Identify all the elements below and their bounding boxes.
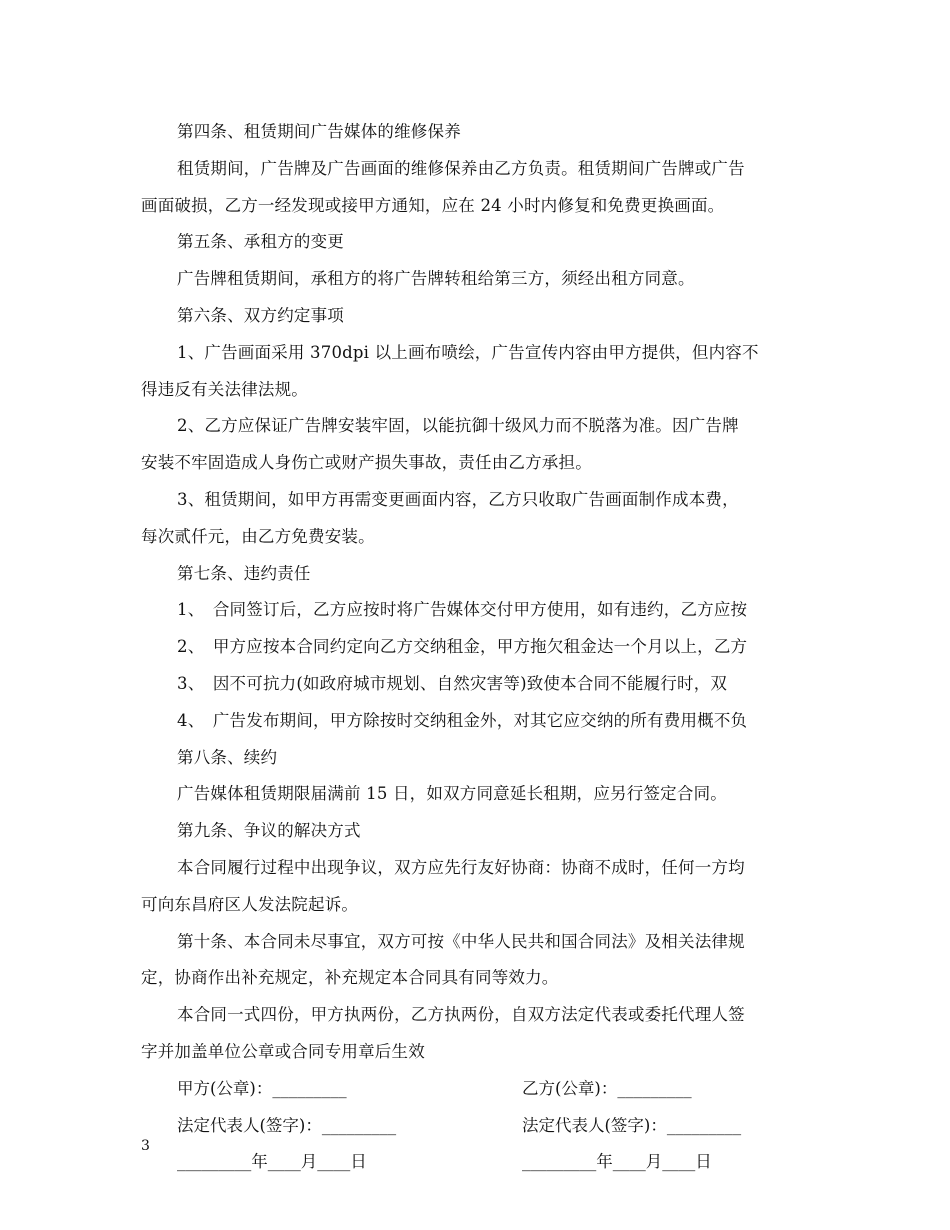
list-item: 1、 合同签订后，乙方应按时将广告媒体交付甲方使用，如有违约，乙方应按	[177, 600, 748, 620]
paragraph-line: 租赁期间，广告牌及广告画面的维修保养由乙方负责。租赁期间广告牌或广告	[177, 158, 745, 178]
list-item: 2、 甲方应按本合同约定向乙方交纳租金，甲方拖欠租金达一个月以上，乙方	[177, 637, 748, 657]
paragraph-line: 本合同履行过程中出现争议，双方应先行友好协商：协商不成时，任何一方均	[177, 857, 745, 877]
list-item: 4、 广告发布期间，甲方除按时交纳租金外，对其它应交纳的所有费用概不负	[177, 710, 748, 730]
paragraph-line: 2、乙方应保证广告牌安装牢固，以能抗御十级风力而不脱落为准。因广告牌	[177, 416, 739, 436]
page-number: 3	[141, 1138, 150, 1154]
article-8-heading: 第八条、续约	[177, 747, 278, 767]
article-9-heading: 第九条、争议的解决方式	[177, 821, 361, 841]
party-b-date-field: _________年____月____日	[522, 1152, 712, 1172]
paragraph-line: 本合同一式四份，甲方执两份，乙方执两份，自双方法定代表或委托代理人签	[177, 1005, 745, 1025]
paragraph-line: 3、租赁期间，如甲方再需变更画面内容，乙方只收取广告画面制作成本费，	[177, 489, 739, 509]
paragraph-line: 1、广告画面采用 370dpi 以上画布喷绘，广告宣传内容由甲方提供，但内容不	[177, 342, 759, 362]
article-6-heading: 第六条、双方约定事项	[177, 305, 344, 325]
paragraph-line: 可向东昌府区人发法院起诉。	[141, 894, 359, 914]
document-body	[141, 114, 813, 1181]
party-a-representative-field: 法定代表人(签字)：_________	[177, 1115, 397, 1135]
list-item: 3、 因不可抗力(如政府城市规划、自然灾害等)致使本合同不能履行时，双	[177, 673, 728, 693]
signature-date-row	[141, 1144, 813, 1181]
paragraph-line: 字并加盖单位公章或合同专用章后生效	[141, 1041, 425, 1061]
party-a-date-field: _________年____月____日	[177, 1152, 367, 1172]
paragraph-line: 每次贰仟元，由乙方免费安装。	[141, 526, 375, 546]
paragraph-line: 得违反有关法律法规。	[141, 379, 308, 399]
party-b-representative-field: 法定代表人(签字)：_________	[522, 1115, 742, 1135]
party-a-seal-field: 甲方(公章)：_________	[177, 1078, 347, 1098]
paragraph-line: 广告媒体租赁期限届满前 15 日，如双方同意延长租期，应另行签定合同。	[177, 784, 727, 804]
article-4-heading: 第四条、租赁期间广告媒体的维修保养	[177, 122, 461, 141]
article-10-paragraph: 第十条、本合同未尽事宜，双方可按《中华人民共和国合同法》及相关法律规	[177, 931, 745, 951]
article-5-heading: 第五条、承租方的变更	[177, 232, 344, 252]
paragraph-line: 画面破损，乙方一经发现或接甲方通知，应在 24 小时内修复和免费更换画面。	[141, 195, 725, 215]
party-b-seal-field: 乙方(公章)：_________	[522, 1078, 692, 1098]
signature-representative-row	[141, 1108, 813, 1145]
paragraph-line: 定，协商作出补充规定，补充规定本合同具有同等效力。	[141, 968, 559, 988]
signature-seal-row	[141, 1071, 813, 1108]
paragraph-line: 安装不牢固造成人身伤亡或财产损失事故，责任由乙方承担。	[141, 453, 592, 473]
paragraph-line: 广告牌租赁期间，承租方的将广告牌转租给第三方，须经出租方同意。	[177, 269, 695, 289]
article-7-heading: 第七条、违约责任	[177, 563, 311, 583]
